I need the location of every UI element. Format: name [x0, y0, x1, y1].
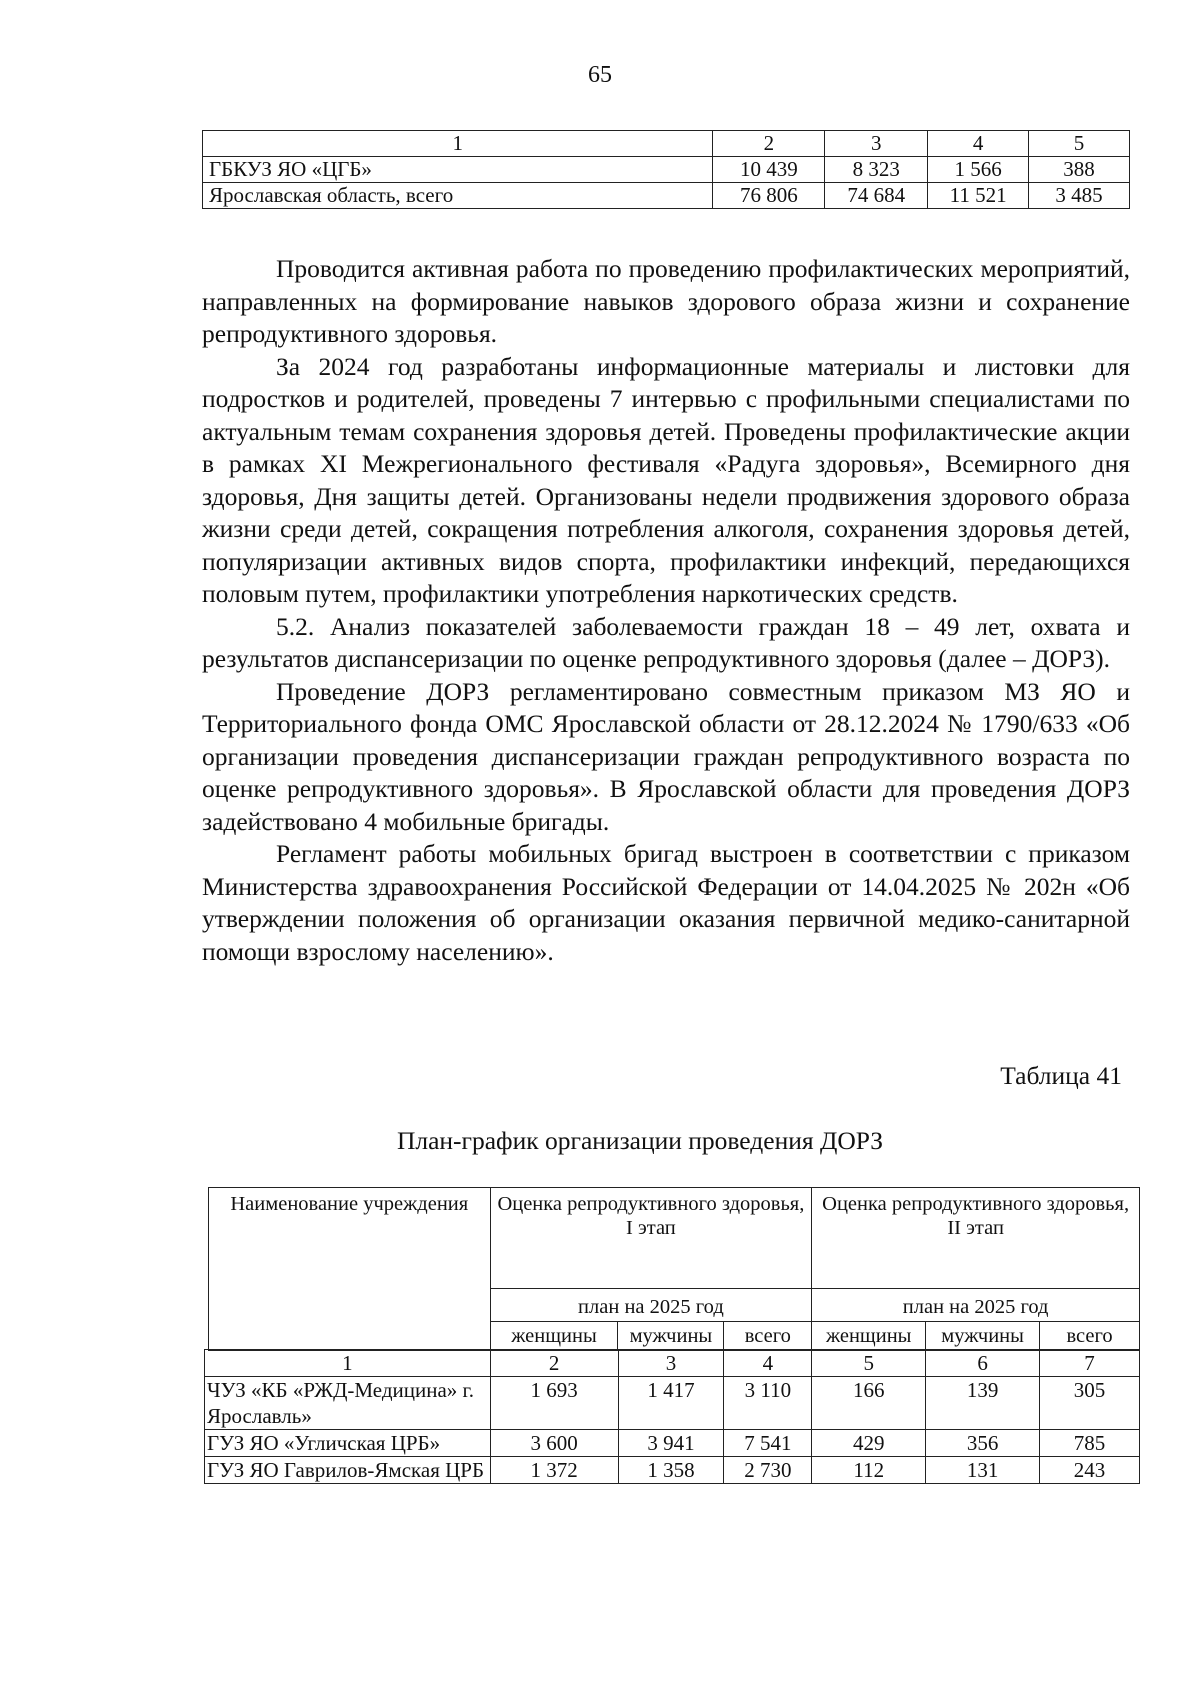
cell: 131: [926, 1457, 1040, 1484]
plan-2025-stage-1: план на 2025 год: [490, 1289, 812, 1322]
plan-2025-stage-2: план на 2025 год: [812, 1289, 1140, 1322]
group-stage-1: Оценка репродуктивного здоровья, I этап: [490, 1188, 812, 1289]
table-title: План-график организации проведения ДОРЗ: [396, 1126, 884, 1155]
col-number: 7: [1040, 1350, 1140, 1377]
header-cell: 1: [203, 131, 713, 157]
continued-table: [202, 130, 1130, 209]
cell: 74 684: [825, 183, 928, 209]
plan-table-header: [208, 1187, 1140, 1351]
plan-table-body: [204, 1349, 1140, 1484]
header-cell: 4: [928, 131, 1029, 157]
body-text: [202, 253, 1130, 968]
cell: 2 730: [724, 1457, 812, 1484]
sub-total: всего: [1040, 1322, 1140, 1351]
cell: 139: [926, 1377, 1040, 1430]
col-number: 2: [490, 1350, 618, 1377]
paragraph: За 2024 год разработаны информационные материалы и листовки для подростков и родителей, проведены 7 интервью с профильными специалистами по актуальным темам сохранения здоровья детей. Проведены профилактические акции в рамках XI Межрегионального фестиваля «Радуга здоровья», Всемирного дня здоровья, Дня защиты детей. Организованы недели продвижения здорового образа жизни среди детей, сокращения потребления алкоголя, сохранения здоровья детей, популяризации активных видов спорта, профилактики инфекций, передающихся половым путем, профилактики употребления наркотических средств.: [202, 351, 1130, 608]
cell: 785: [1040, 1430, 1140, 1457]
cell: 11 521: [928, 183, 1029, 209]
col-number: 6: [926, 1350, 1040, 1377]
table-row: [205, 1377, 1140, 1430]
cell: 166: [812, 1377, 926, 1430]
table-row: [205, 1457, 1140, 1484]
row-name: ЧУЗ «КБ «РЖД-Медицина» г. Ярославль»: [205, 1377, 491, 1430]
table-row: [203, 157, 1130, 183]
cell: 10 439: [713, 157, 825, 183]
col-number: 4: [724, 1350, 812, 1377]
row-name: ГУЗ ЯО Гаврилов-Ямская ЦРБ: [205, 1457, 491, 1484]
row-name: Ярославская область, всего: [203, 183, 713, 209]
cell: 243: [1040, 1457, 1140, 1484]
col-number: 3: [618, 1350, 724, 1377]
table-number-row: [205, 1350, 1140, 1377]
cell: 388: [1029, 157, 1130, 183]
cell: 76 806: [713, 183, 825, 209]
col-institution: Наименование учреждения: [209, 1188, 491, 1351]
cell: 1 693: [490, 1377, 618, 1430]
row-name: ГБКУЗ ЯО «ЦГБ»: [203, 157, 713, 183]
paragraph: Проведение ДОРЗ регламентировано совместным приказом МЗ ЯО и Территориального фонда ОМС Ярославской области от 28.12.2024 № 1790/633 «Об организации проведения диспансеризации граждан репродуктивного возраста по оценке репродуктивного здоровья». В Ярославской области для проведения ДОРЗ задействовано 4 мобильные бригады.: [202, 676, 1130, 836]
cell: 8 323: [825, 157, 928, 183]
header-cell: 3: [825, 131, 928, 157]
cell: 429: [812, 1430, 926, 1457]
table-header-row: [203, 131, 1130, 157]
table-number: Таблица 41: [1000, 1061, 1122, 1090]
cell: 112: [812, 1457, 926, 1484]
cell: 3 941: [618, 1430, 724, 1457]
col-number: 5: [812, 1350, 926, 1377]
sub-men: мужчины: [926, 1322, 1040, 1351]
page-number: 65: [588, 62, 612, 88]
cell: 356: [926, 1430, 1040, 1457]
sub-men: мужчины: [618, 1322, 724, 1351]
col-number: 1: [205, 1350, 491, 1377]
cell: 3 600: [490, 1430, 618, 1457]
row-name: ГУЗ ЯО «Угличская ЦРБ»: [205, 1430, 491, 1457]
cell: 3 485: [1029, 183, 1130, 209]
header-cell: 2: [713, 131, 825, 157]
paragraph: Проводится активная работа по проведению профилактических мероприятий, направленных на формирование навыков здорового образа жизни и сохранение репродуктивного здоровья.: [202, 254, 1130, 348]
cell: 1 566: [928, 157, 1029, 183]
sub-total: всего: [724, 1322, 812, 1351]
table-row: [203, 183, 1130, 209]
cell: 305: [1040, 1377, 1140, 1430]
group-stage-2: Оценка репродуктивного здоровья, II этап: [812, 1188, 1140, 1289]
sub-women: женщины: [812, 1322, 926, 1351]
cell: 1 372: [490, 1457, 618, 1484]
paragraph: 5.2. Анализ показателей заболеваемости граждан 18 – 49 лет, охвата и результатов диспансеризации по оценке репродуктивного здоровья (далее – ДОРЗ).: [202, 611, 1130, 673]
cell: 1 358: [618, 1457, 724, 1484]
cell: 7 541: [724, 1430, 812, 1457]
sub-women: женщины: [490, 1322, 618, 1351]
cell: 1 417: [618, 1377, 724, 1430]
table-row: [205, 1430, 1140, 1457]
cell: 3 110: [724, 1377, 812, 1430]
header-cell: 5: [1029, 131, 1130, 157]
paragraph: Регламент работы мобильных бригад выстроен в соответствии с приказом Министерства здравоохранения Российской Федерации от 14.04.2025 № 202н «Об утверждении положения об организации оказания первичной медико-санитарной помощи взрослому населению».: [202, 839, 1130, 966]
